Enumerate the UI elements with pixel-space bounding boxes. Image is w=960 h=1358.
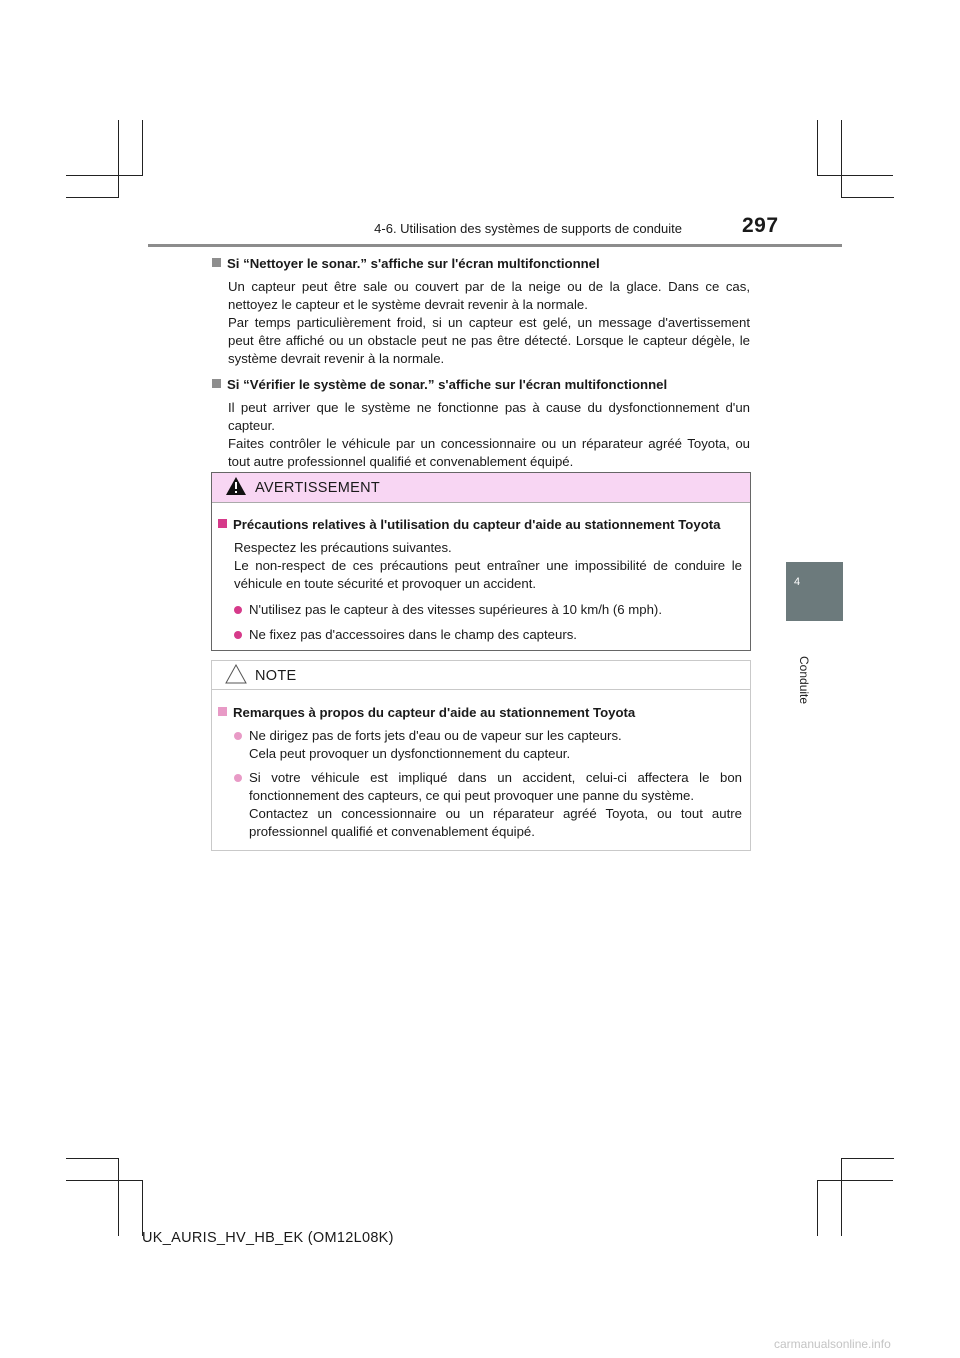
square-bullet-icon: [218, 707, 227, 716]
warning-header: [212, 473, 750, 503]
watermark: carmanualsonline.info: [774, 1337, 891, 1351]
note-header: [212, 661, 750, 690]
warning-box: [211, 472, 751, 651]
paragraph: Un capteur peut être sale ou couvert par de la neige ou de la glace. Dans ce cas, nettoyez le capteur et le système devrait revenir à la normale.: [228, 279, 750, 312]
paragraph: Par temps particulièrement froid, si un capteur est gelé, un message d'avertissement peut être affiché ou un obstacle peut ne pas être détecté. Lorsque le capteur dégèle, le système devrait revenir à la normale.: [228, 315, 750, 366]
page-number: 297: [742, 214, 779, 237]
square-bullet-icon: [218, 519, 227, 528]
header-rule: [148, 244, 842, 247]
bullet-dot-icon: [234, 732, 242, 740]
list-item: Ne fixez pas d'accessoires dans le champ des capteurs.: [234, 626, 742, 644]
note-heading: Remarques à propos du capteur d'aide au stationnement Toyota: [218, 704, 742, 722]
paragraph: Respectez les précautions suivantes.: [234, 540, 452, 555]
section-title: 4-6. Utilisation des systèmes de supports de conduite: [374, 221, 682, 236]
paragraph: Faites contrôler le véhicule par un concessionnaire ou un réparateur agréé Toyota, ou tout autre professionnel qualifié et convenablement équipé.: [228, 436, 750, 469]
caution-triangle-icon: [225, 664, 247, 684]
note-box: [211, 660, 751, 851]
bullet-dot-icon: [234, 774, 242, 782]
main-content: [212, 255, 750, 471]
warning-title: AVERTISSEMENT: [255, 480, 381, 496]
section-heading: Si “Nettoyer le sonar.” s'affiche sur l'écran multifonctionnel: [212, 255, 750, 273]
chapter-number: 4: [793, 576, 801, 588]
square-bullet-icon: [212, 258, 221, 267]
chapter-tab: [786, 562, 843, 621]
list-item: N'utilisez pas le capteur à des vitesses supérieures à 10 km/h (6 mph).: [234, 601, 742, 619]
chapter-label: Conduite: [797, 656, 811, 705]
document-code: UK_AURIS_HV_HB_EK (OM12L08K): [142, 1230, 394, 1246]
section-heading: Si “Vérifier le système de sonar.” s'affiche sur l'écran multifonctionnel: [212, 376, 750, 394]
note-title: NOTE: [255, 668, 297, 684]
bullet-dot-icon: [234, 606, 242, 614]
square-bullet-icon: [212, 379, 221, 388]
paragraph: Il peut arriver que le système ne fonctionne pas à cause du dysfonctionnement d'un capteur.: [228, 400, 750, 433]
bullet-dot-icon: [234, 631, 242, 639]
list-item: Ne dirigez pas de forts jets d'eau ou de vapeur sur les capteurs. Cela peut provoquer un dysfonctionnement du capteur.: [234, 727, 742, 763]
warning-heading: Précautions relatives à l'utilisation du capteur d'aide au stationnement Toyota: [218, 516, 742, 534]
list-item: Si votre véhicule est impliqué dans un accident, celui-ci affectera le bon fonctionnement des capteurs, ce qui peut provoquer une panne du système. Contactez un concessionnaire ou un réparateur agréé Toyota, ou tout autre professionnel qualifié et convenablement équipé.: [234, 769, 742, 841]
warning-triangle-icon: [225, 476, 247, 496]
paragraph: Le non-respect de ces précautions peut entraîner une impossibilité de conduire le véhicule en toute sécurité et provoquer un accident.: [234, 558, 742, 591]
